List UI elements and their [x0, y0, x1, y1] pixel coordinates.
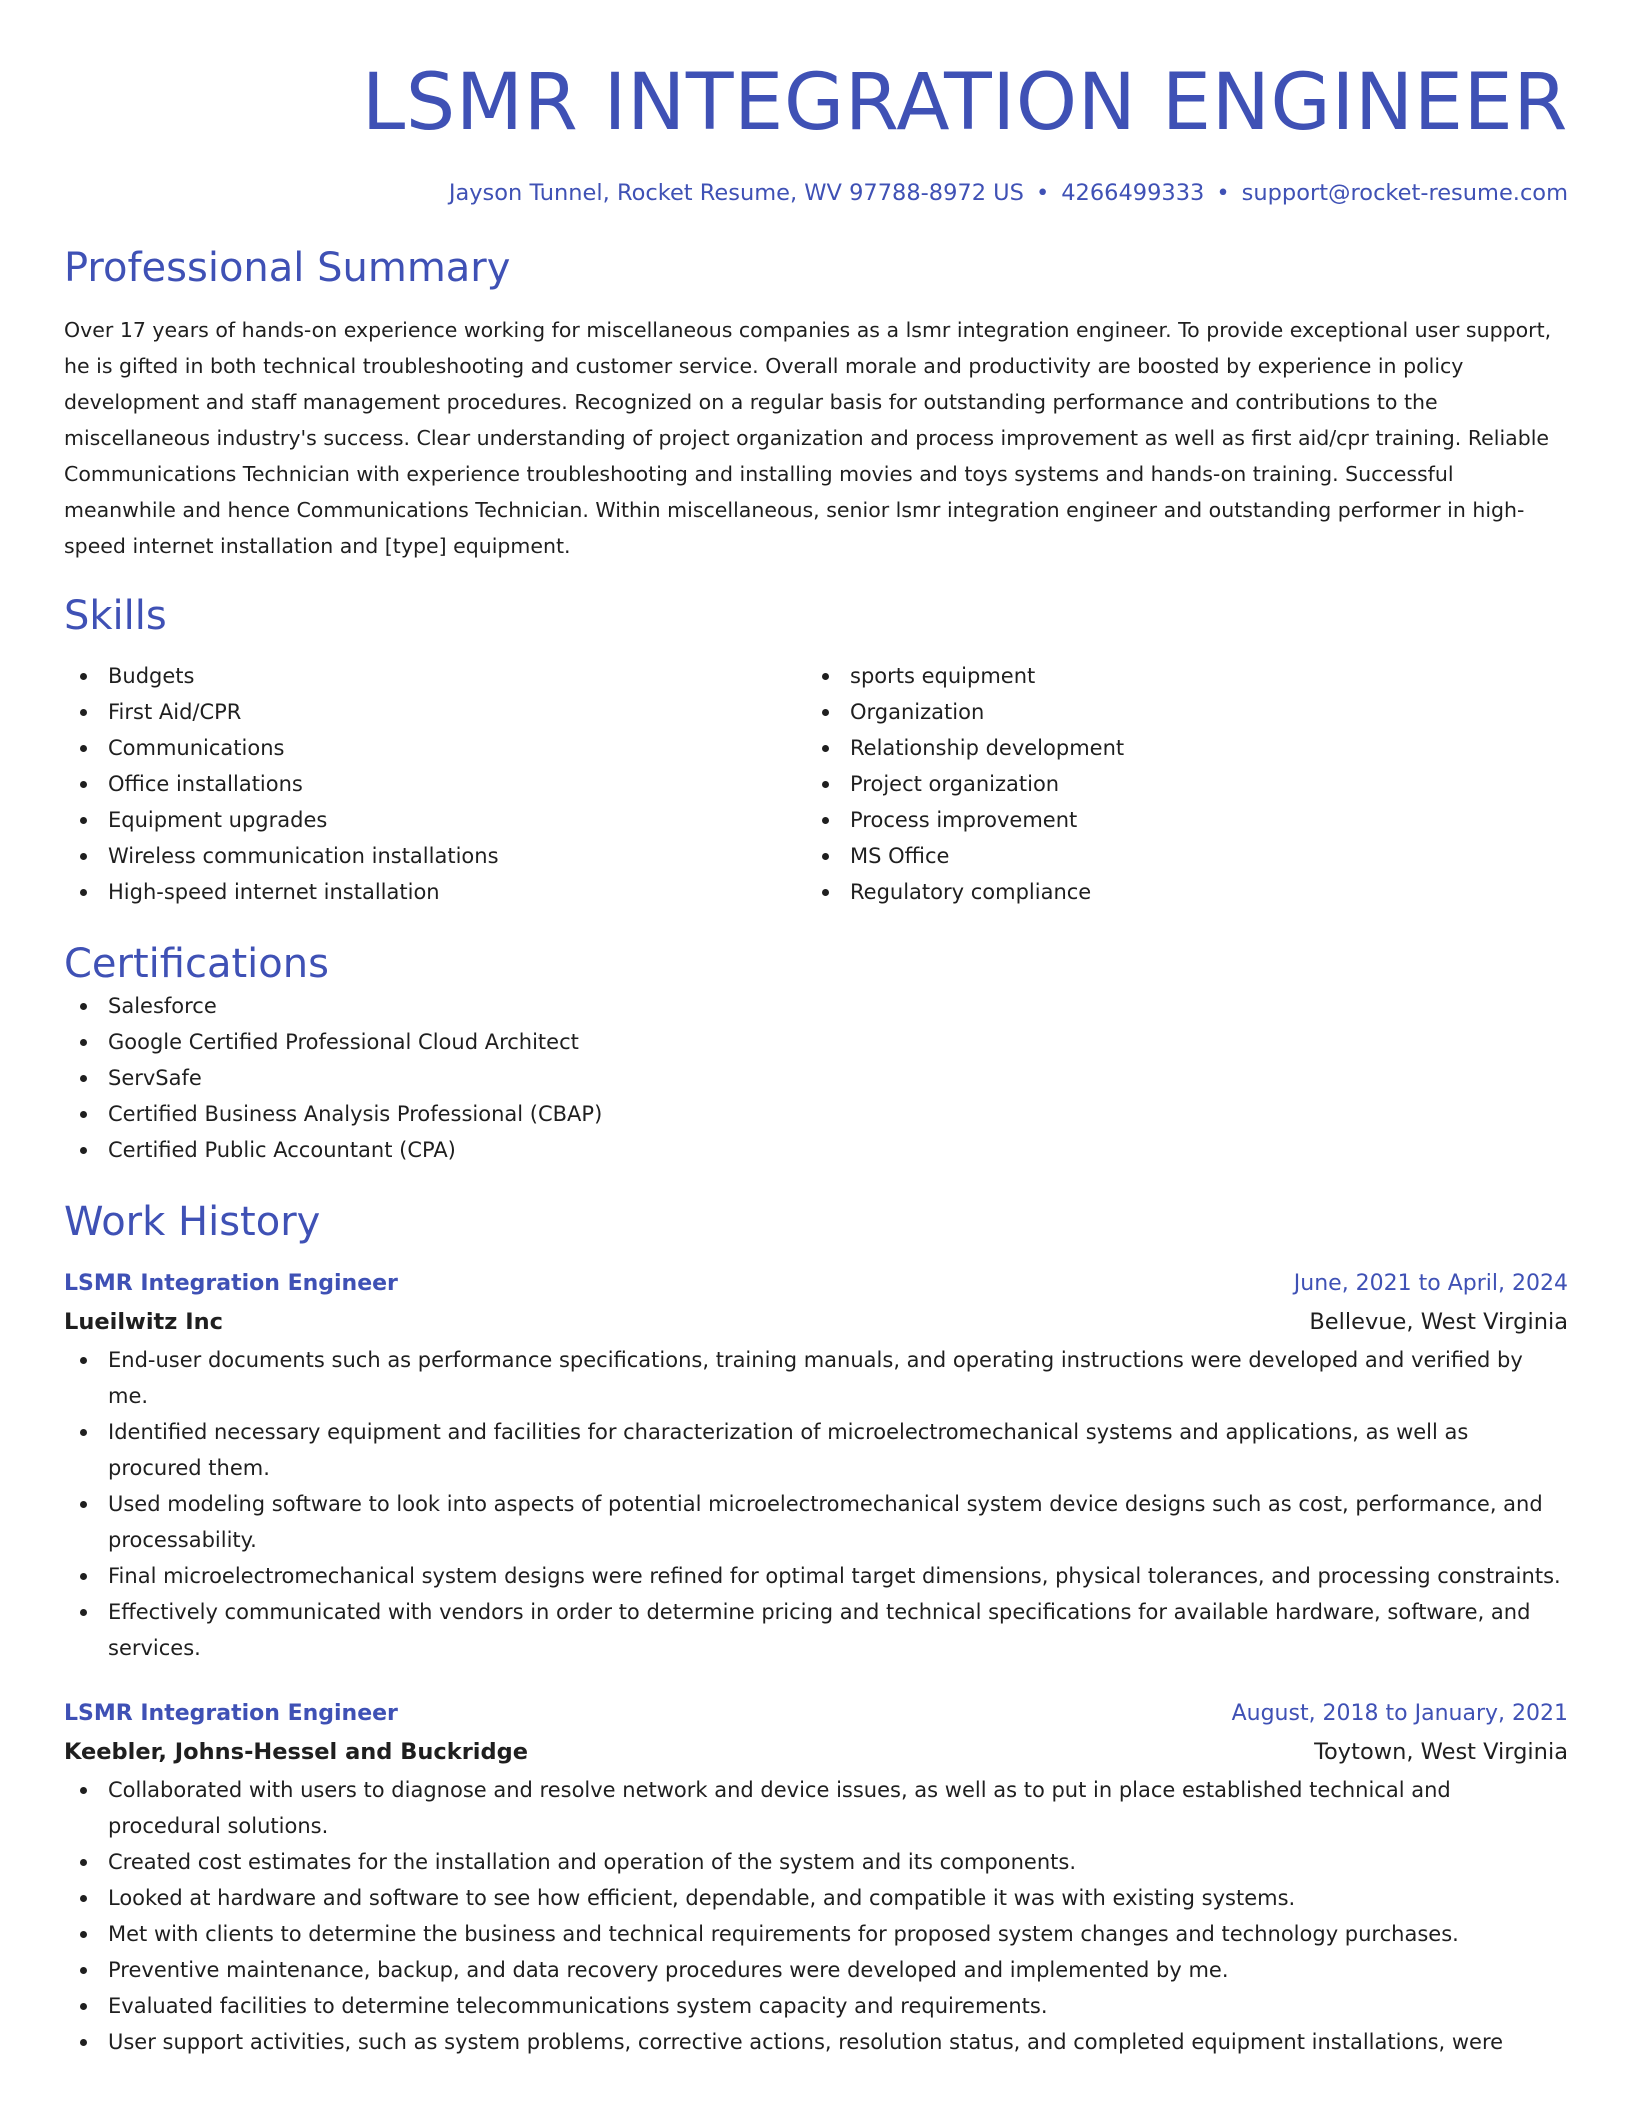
resume-page	[64, 0, 1568, 2060]
contact-line	[64, 178, 1568, 208]
job-header-row	[64, 1266, 1568, 1302]
job-duty: Used modeling software to look into aspects of potential microelectromechanical system device designs such as cost, performance, and processability.	[64, 1486, 1568, 1558]
skill-item: Equipment upgrades	[64, 802, 806, 838]
job-duty: Identified necessary equipment and facilities for characterization of microelectromechanical systems and applications, as well as procured them.	[64, 1414, 1568, 1486]
skill-item: Wireless communication installations	[64, 838, 806, 874]
skill-item: Process improvement	[806, 802, 1548, 838]
skill-item: Office installations	[64, 766, 806, 802]
job-location: Toytown, West Virginia	[1314, 1739, 1568, 1765]
certification-item: Certified Business Analysis Professional (CBAP)	[64, 1096, 1568, 1132]
job-company-row	[64, 1302, 1568, 1342]
job-duties-list	[64, 1772, 1568, 2060]
certification-item: ServSafe	[64, 1060, 1568, 1096]
job-duty: Met with clients to determine the business and technical requirements for proposed system changes and technology purchases.	[64, 1916, 1568, 1952]
certifications-heading: Certifications	[64, 941, 329, 987]
contact-address: Jayson Tunnel, Rocket Resume, WV 97788-8972 US	[448, 180, 1024, 206]
job-duty: Final microelectromechanical system designs were refined for optimal target dimensions, physical tolerances, and processing constraints.	[64, 1558, 1568, 1594]
skill-item: Project organization	[806, 766, 1548, 802]
job-location: Bellevue, West Virginia	[1309, 1309, 1568, 1335]
skill-item: Regulatory compliance	[806, 874, 1548, 910]
job-duty: User support activities, such as system problems, corrective actions, resolution status, and completed equipment installations, were	[64, 2024, 1568, 2060]
summary-text: Over 17 years of hands-on experience working for miscellaneous companies as a lsmr integration engineer. To provide exceptional user support, he is gifted in both technical troubleshooting and customer service. Overall morale and productivity are boosted by experience in policy development and staff management procedures. Recognized on a regular basis for outstanding performance and contributions to the miscellaneous industry's success. Clear understanding of project organization and process improvement as well as first aid/cpr training. Reliable Communications Technician with experience troubleshooting and installing movies and toys systems and hands-on training. Successful meanwhile and hence Communications Technician. Within miscellaneous, senior lsmr integration engineer and outstanding performer in high-speed internet installation and [type] equipment.	[64, 318, 1552, 558]
skill-item: Communications	[64, 730, 806, 766]
skill-item: First Aid/CPR	[64, 694, 806, 730]
skill-item: sports equipment	[806, 658, 1548, 694]
summary-heading: Professional Summary	[64, 245, 511, 291]
contact-separator: •	[1035, 180, 1050, 206]
skills-list-right	[806, 658, 1548, 910]
contact-phone: 4266499333	[1061, 180, 1205, 206]
certification-item: Google Certified Professional Cloud Architect	[64, 1024, 1568, 1060]
skills-heading: Skills	[64, 593, 167, 639]
job-header-row	[64, 1696, 1568, 1732]
job-duty: Looked at hardware and software to see how efficient, dependable, and compatible it was with existing systems.	[64, 1880, 1568, 1916]
job-entry	[64, 1266, 1568, 1666]
job-dates: June, 2021 to April, 2024	[1293, 1271, 1568, 1296]
skill-item: MS Office	[806, 838, 1548, 874]
skill-item: Organization	[806, 694, 1548, 730]
resume-title: LSMR INTEGRATION ENGINEER	[361, 58, 1568, 148]
contact-separator: •	[1216, 180, 1230, 206]
job-duty: Created cost estimates for the installation and operation of the system and its components.	[64, 1844, 1568, 1880]
skills-columns	[64, 658, 1568, 910]
job-company: Lueilwitz Inc	[64, 1309, 223, 1335]
job-duty: Collaborated with users to diagnose and resolve network and device issues, as well as to put in place established technical and procedural solutions.	[64, 1772, 1568, 1844]
job-title: LSMR Integration Engineer	[64, 1701, 398, 1726]
job-title: LSMR Integration Engineer	[64, 1271, 398, 1296]
job-dates: August, 2018 to January, 2021	[1231, 1701, 1568, 1726]
skills-column-left	[64, 658, 806, 910]
job-duty: Evaluated facilities to determine telecommunications system capacity and requirements.	[64, 1988, 1568, 2024]
skills-column-right	[806, 658, 1548, 910]
contact-email[interactable]: support@rocket-resume.com	[1241, 180, 1568, 206]
job-entry	[64, 1696, 1568, 2060]
skill-item: Relationship development	[806, 730, 1548, 766]
certifications-list	[64, 988, 1568, 1168]
job-duty: End-user documents such as performance specifications, training manuals, and operating instructions were developed and verified by me.	[64, 1342, 1568, 1414]
job-company-row	[64, 1732, 1568, 1772]
skill-item: Budgets	[64, 658, 806, 694]
job-duty: Effectively communicated with vendors in order to determine pricing and technical specifications for available hardware, software, and services.	[64, 1594, 1568, 1666]
job-duties-list	[64, 1342, 1568, 1666]
job-company: Keebler, Johns-Hessel and Buckridge	[64, 1739, 528, 1765]
work-history-heading: Work History	[64, 1199, 321, 1245]
skill-item: High-speed internet installation	[64, 874, 806, 910]
certification-item: Certified Public Accountant (CPA)	[64, 1132, 1568, 1168]
skills-list-left	[64, 658, 806, 910]
certification-item: Salesforce	[64, 988, 1568, 1024]
job-duty: Preventive maintenance, backup, and data recovery procedures were developed and implemented by me.	[64, 1952, 1568, 1988]
